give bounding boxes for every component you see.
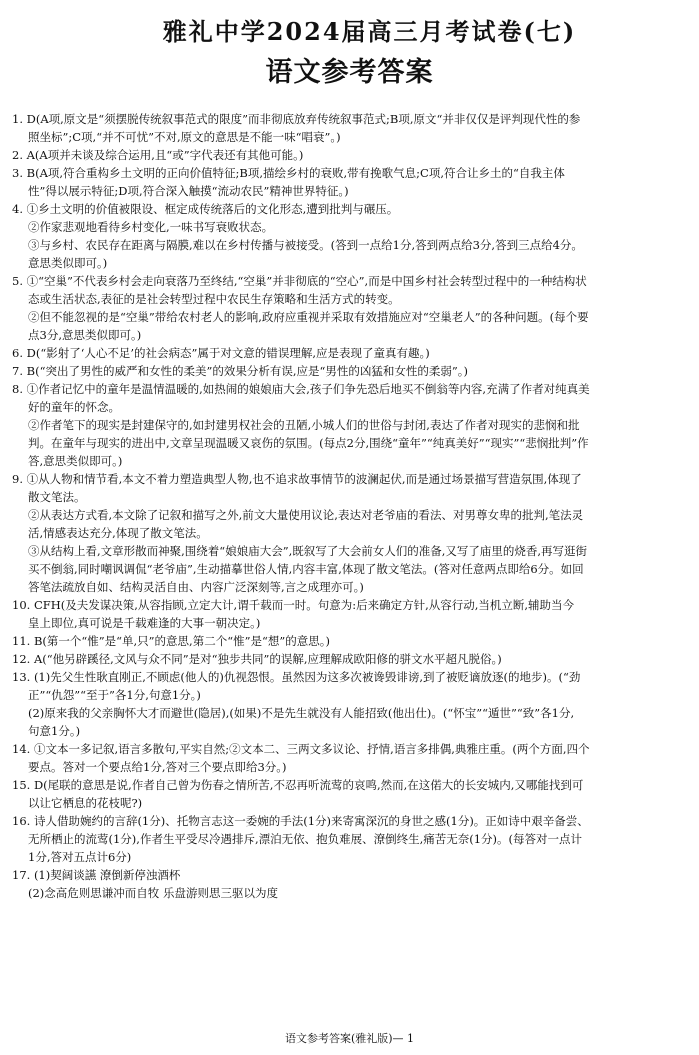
- answer-line-text: 3. B(A项,符合重构乡土文明的正向价值特征;B项,描绘乡村的衰败,带有挽歌气息;C项,符合让乡土的“自我主体: [12, 166, 565, 180]
- answer-line-text: (2)原来我的父亲胸怀大才而避世(隐居),(如果)不是先生就没有人能招致(他出仕)。(“怀宝”“遁世”“致”各1分,: [28, 706, 575, 720]
- answer-line: [12, 488, 684, 506]
- answer-line-text: 判。在童年与现实的进出中,文章呈现温暖又哀伤的氛围。(每点2分,围绕“童年”“纯真美好”“现实”“悲悯批判”作: [28, 436, 589, 450]
- answer-line: [12, 884, 684, 902]
- answer-line: [12, 236, 684, 254]
- answer-line-text: 答笔法疏放自如、结构灵活自由、内容广泛深刻等,言之成理亦可。): [28, 580, 364, 594]
- answer-line-text: 12. A(“他另辟蹊径,文风与众不同”是对“独步共同”的误解,应理解成欧阳修的骈文水平超凡脱俗。): [12, 652, 502, 666]
- answer-line-text: 15. D(尾联的意思是说,作者自己曾为伤春之情所苦,不忍再听流莺的哀鸣,然而,在这偌大的长安城内,又哪能找到可: [12, 778, 584, 792]
- answer-line: [12, 452, 684, 470]
- answer-line-text: 皇上即位,真可说是千载难逢的大事一朝决定。): [28, 616, 261, 630]
- answer-line-text: 6. D(“影射了‘人心不足’的社会病态”属于对文意的错误理解,应是表现了童真有趣。): [12, 346, 430, 360]
- answer-line-text: 答,意思类似即可。): [28, 454, 123, 468]
- answer-line: [12, 380, 684, 398]
- answer-line-text: ②作者笔下的现实是封建保守的,如封建男权社会的丑陋,小城人们的世俗与封闭,表达了作者对现实的悲悯和批: [28, 418, 580, 432]
- answer-line-text: 17. (1)契阔谈讌 潦倒新停浊酒杯: [12, 868, 181, 882]
- answer-line-text: 意思类似即可。): [28, 256, 108, 270]
- answer-line: [12, 362, 684, 380]
- answer-line-text: 4. ①乡土文明的价值被限设、框定成传统落后的文化形态,遭到批判与碾压。: [12, 202, 399, 216]
- answer-line: [12, 110, 684, 128]
- answer-line-text: 2. A(A项并未谈及综合运用,且“或”字代表还有其他可能。): [12, 148, 304, 162]
- answer-line: [12, 416, 684, 434]
- answer-line-text: 无所栖止的流莺(1分),作者生平受尽冷遇排斥,漂泊无依、抱负难展、潦倒终生,痛苦无奈(1分)。(每答对一点计: [28, 832, 583, 846]
- answer-line: [12, 254, 684, 272]
- answer-line-text: 1. D(A项,原文是“须摆脱传统叙事范式的限度”而非彻底放弃传统叙事范式;B项,原文“并非仅仅是评判现代性的参: [12, 112, 581, 126]
- answer-line-text: 买不倒翁,同时嘲讽调侃“老爷庙”,生动描摹世俗人情,内容丰富,体现了散文笔法。(答对任意两点即给6分。如回: [28, 562, 584, 576]
- page-footer: 语文参考答案(雅礼版)— 1: [284, 1032, 415, 1045]
- answer-line: [12, 596, 684, 614]
- answer-line-text: 10. CFH(及夫发谋决策,从容指顾,立定大计,谓千载而一时。句意为:后来确定方针,从容行动,当机立断,辅助当今: [12, 598, 575, 612]
- answer-line: [12, 632, 684, 650]
- answer-line-text: ③与乡村、农民存在距离与隔膜,难以在乡村传播与被接受。(答到一点给1分,答到两点给3分,答到三点给4分。: [28, 238, 583, 252]
- answer-line: [12, 146, 684, 164]
- answer-line-text: 以让它栖息的花枝呢?): [28, 796, 143, 810]
- answer-line-text: 5. ①“空巢”不代表乡村会走向衰落乃至终结,“空巢”并非彻底的“空心”,而是中国乡村社会转型过程中的一种结构状: [12, 274, 587, 288]
- answer-line-text: ②从表达方式看,本文除了记叙和描写之外,前文大量使用议论,表达对老爷庙的看法、对男尊女卑的批判,笔法灵: [28, 508, 584, 522]
- answer-line: [12, 578, 684, 596]
- answer-line-text: 照坐标”;C项,“并不可忧”不对,原文的意思是不能一味“唱衰”。): [28, 130, 341, 144]
- answer-line: [12, 650, 684, 668]
- answer-line-text: 活,情感表达充分,体现了散文笔法。: [28, 526, 208, 540]
- answer-line-text: 正”“仇怨”“至于”各1分,句意1分。): [28, 688, 201, 702]
- answer-line: [12, 668, 684, 686]
- answer-line-text: 散文笔法。: [28, 490, 86, 504]
- answer-line-text: 7. B(“突出了男性的威严和女性的柔美”的效果分析有误,应是“男性的凶猛和女性的柔弱”。): [12, 364, 468, 378]
- answer-line: [12, 164, 684, 182]
- answer-line-text: 1分,答对五点计6分): [28, 850, 132, 864]
- answer-line: [12, 740, 684, 758]
- answer-line: [12, 470, 684, 488]
- answer-line: [12, 758, 684, 776]
- answer-line: [12, 290, 684, 308]
- answer-line: [12, 560, 684, 578]
- answer-line: [12, 308, 684, 326]
- answer-line-text: 句意1分。): [28, 724, 81, 738]
- answer-line: [12, 776, 684, 794]
- answer-line: [12, 542, 684, 560]
- answer-line: [12, 614, 684, 632]
- answer-line: [12, 182, 684, 200]
- answer-line: [12, 434, 684, 452]
- answer-line: [12, 722, 684, 740]
- answer-line-text: 13. (1)先父生性耿直刚正,不顾虑(他人的)仇视怨恨。虽然因为这多次被谗毁诽谤,到了被贬谪放逐(的地步)。(“劲: [12, 670, 581, 684]
- answer-line: [12, 704, 684, 722]
- answer-line: [12, 812, 684, 830]
- answer-line: [12, 218, 684, 236]
- answer-line-text: ③从结构上看,文章形散而神聚,围绕着“娘娘庙大会”,既叙写了大会前女人们的准备,又写了庙里的烧香,再写逛街: [28, 544, 588, 558]
- answer-line-text: 11. B(第一个“惟”是“单,只”的意思,第二个“惟”是“想”的意思。): [12, 634, 330, 648]
- answer-line-text: 态或生活状态,表征的是社会转型过程中农民生存策略和生活方式的转变。: [28, 292, 400, 306]
- answer-line: [12, 272, 684, 290]
- answer-line-text: 好的童年的怀念。: [28, 400, 120, 414]
- answer-line: [12, 794, 684, 812]
- answer-line: [12, 128, 684, 146]
- answer-line: [12, 398, 684, 416]
- answer-line: [12, 830, 684, 848]
- answer-line-text: 14. ①文本一多记叙,语言多散句,平实自然;②文本二、三两文多议论、抒情,语言多排偶,典雅庄重。(两个方面,四个: [12, 742, 590, 756]
- answer-line: [12, 506, 684, 524]
- answer-line-text: 16. 诗人借助婉约的言辞(1分)、托物言志这一委婉的手法(1分)来寄寓深沉的身世之感(1分)。正如诗中艰辛备尝、: [12, 814, 589, 828]
- answer-line: [12, 866, 684, 884]
- answer-body: [12, 110, 684, 902]
- answer-line: [12, 344, 684, 362]
- answer-line-text: ②但不能忽视的是“空巢”带给农村老人的影响,政府应重视并采取有效措施应对“空巢老人”的各种问题。(每个要: [28, 310, 589, 324]
- answer-line-text: 性”得以展示特征;D项,符合深入触摸“流动农民”精神世界特征。): [28, 184, 349, 198]
- answer-line-text: ②作家悲观地看待乡村变化,一味书写衰败状态。: [28, 220, 274, 234]
- answer-line-text: 点3分,意思类似即可。): [28, 328, 142, 342]
- answer-line: [12, 686, 684, 704]
- answer-line-text: 8. ①作者记忆中的童年是温情温暖的,如热闹的娘娘庙大会,孩子们争先恐后地买不倒翁等内容,充满了作者对纯真美: [12, 382, 590, 396]
- answer-line-text: 要点。答对一个要点给1分,答对三个要点即给3分。): [28, 760, 287, 774]
- answer-line: [12, 326, 684, 344]
- answer-line-text: (2)念高危则思谦冲而自牧 乐盘游则思三驱以为度: [28, 886, 278, 900]
- exam-title: 雅礼中学2024届高三月考试卷(七): [162, 17, 577, 46]
- answer-line: [12, 848, 684, 866]
- answer-line: [12, 524, 684, 542]
- answer-key-title: 语文参考答案: [265, 57, 434, 88]
- answer-line-text: 9. ①从人物和情节看,本文不着力塑造典型人物,也不追求故事情节的波澜起伏,而是通过场景描写营造氛围,体现了: [12, 472, 582, 486]
- answer-line: [12, 200, 684, 218]
